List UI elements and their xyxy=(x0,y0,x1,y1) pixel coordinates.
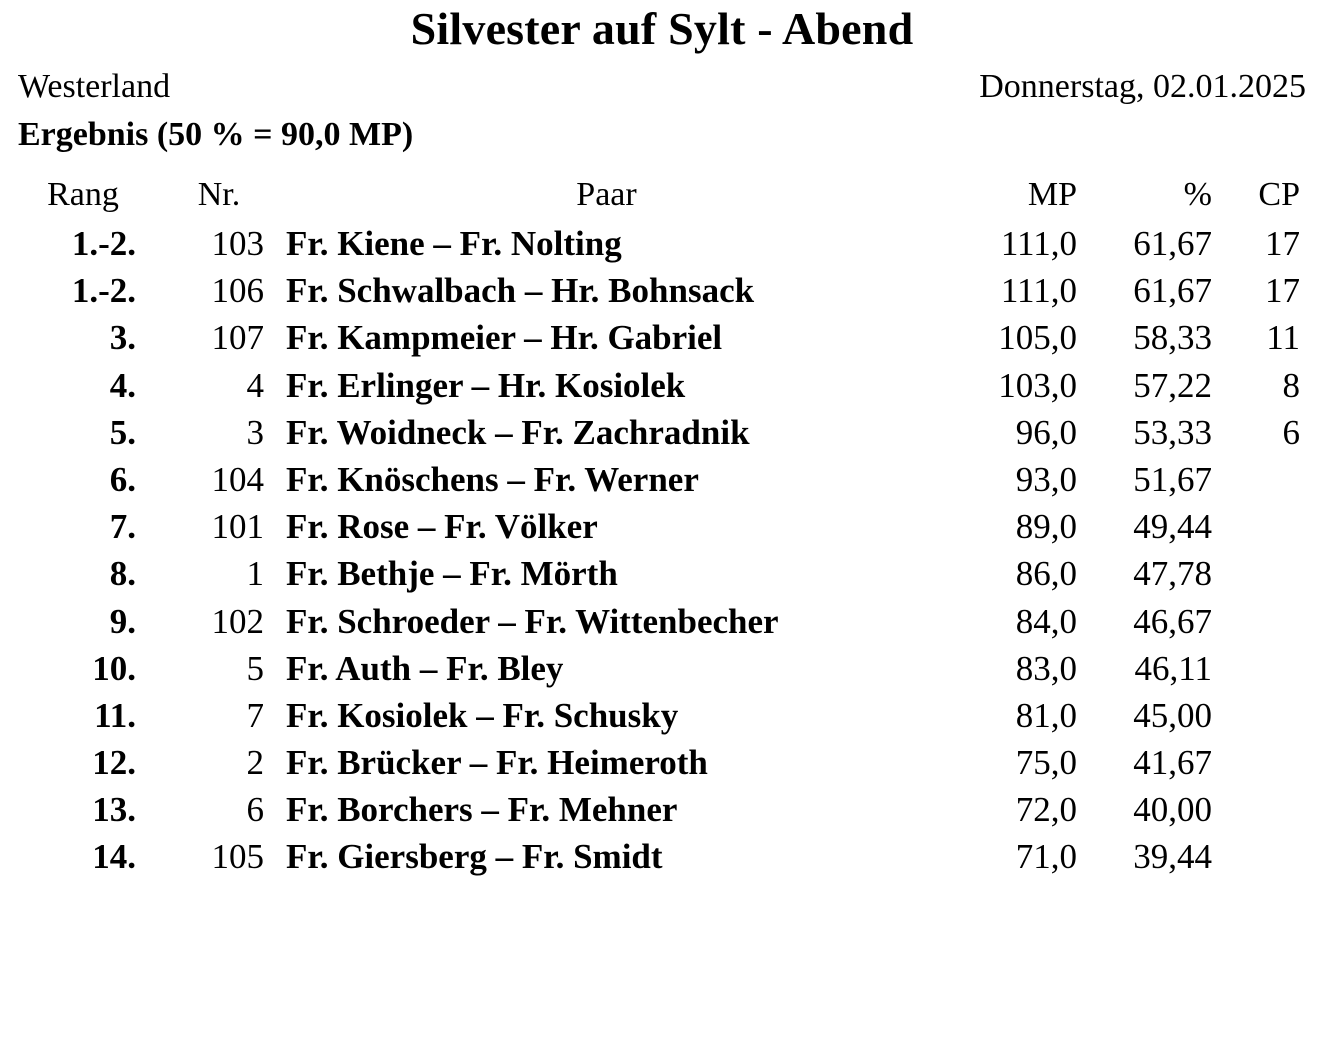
cell-pair: Fr. Giersberg – Fr. Smidt xyxy=(286,837,663,877)
column-header-rank: Rang xyxy=(47,176,119,213)
cell-percent: 40,00 xyxy=(1133,790,1212,830)
cell-mp: 89,0 xyxy=(1015,507,1077,547)
column-header-number: Nr. xyxy=(197,176,241,213)
cell-percent: 45,00 xyxy=(1133,695,1212,735)
cell-pair: Fr. Brücker – Fr. Heimeroth xyxy=(286,743,708,783)
cell-rank: 1.-2. xyxy=(71,224,136,263)
table-row xyxy=(14,550,1310,597)
cell-percent: 47,78 xyxy=(1133,554,1212,594)
cell-percent: 41,67 xyxy=(1133,743,1212,783)
table-row xyxy=(14,314,1310,361)
cell-pair: Fr. Kosiolek – Fr. Schusky xyxy=(286,695,679,735)
cell-percent: 51,67 xyxy=(1133,459,1212,499)
cell-cp: 6 xyxy=(1282,412,1300,452)
cell-rank: 13. xyxy=(92,790,136,830)
cell-mp: 72,0 xyxy=(1015,790,1077,830)
cell-number: 4 xyxy=(246,365,264,405)
cell-cp xyxy=(1212,550,1310,597)
cell-rank: 11. xyxy=(94,695,136,735)
cell-percent: 61,67 xyxy=(1133,224,1212,263)
cell-cp: 8 xyxy=(1282,365,1300,405)
column-header-percent: % xyxy=(1183,176,1212,213)
cell-number: 3 xyxy=(246,412,264,452)
cell-mp: 96,0 xyxy=(1015,412,1077,452)
cell-mp: 111,0 xyxy=(1000,271,1077,311)
cell-pair: Fr. Bethje – Fr. Mörth xyxy=(286,554,618,594)
event-meta xyxy=(14,68,1310,106)
cell-rank: 14. xyxy=(92,837,136,877)
cell-percent: 46,11 xyxy=(1134,648,1212,688)
event-date: Donnerstag, 02.01.2025 xyxy=(979,68,1306,105)
cell-mp: 111,0 xyxy=(1000,224,1077,263)
cell-number: 107 xyxy=(211,318,264,358)
column-header-mp: MP xyxy=(1027,176,1077,213)
cell-rank: 8. xyxy=(109,554,136,594)
table-row xyxy=(14,692,1310,739)
cell-percent: 46,67 xyxy=(1133,601,1212,641)
cell-number: 5 xyxy=(246,648,264,688)
cell-rank: 7. xyxy=(109,507,136,547)
cell-mp: 86,0 xyxy=(1015,554,1077,594)
cell-number: 6 xyxy=(246,790,264,830)
cell-mp: 75,0 xyxy=(1015,743,1077,783)
table-row xyxy=(14,456,1310,503)
cell-number: 106 xyxy=(211,271,264,311)
table-row xyxy=(14,267,1310,314)
cell-mp: 83,0 xyxy=(1015,648,1077,688)
cell-percent: 49,44 xyxy=(1133,507,1212,547)
cell-rank: 1.-2. xyxy=(71,271,136,311)
table-row xyxy=(14,409,1310,456)
cell-number: 104 xyxy=(211,459,264,499)
cell-pair: Fr. Rose – Fr. Völker xyxy=(286,507,598,547)
cell-rank: 10. xyxy=(92,648,136,688)
column-header-cp: CP xyxy=(1258,176,1300,213)
cell-cp xyxy=(1212,786,1310,833)
cell-cp xyxy=(1212,503,1310,550)
table-row xyxy=(14,786,1310,833)
cell-number: 101 xyxy=(211,507,264,547)
table-row xyxy=(14,598,1310,645)
table-row xyxy=(14,645,1310,692)
table-row xyxy=(14,833,1310,880)
cell-number: 7 xyxy=(246,695,264,735)
cell-number: 1 xyxy=(246,554,264,594)
cell-cp: 17 xyxy=(1265,224,1300,263)
cell-mp: 103,0 xyxy=(998,365,1077,405)
cell-cp xyxy=(1212,456,1310,503)
cell-percent: 39,44 xyxy=(1133,837,1212,877)
cell-cp xyxy=(1212,645,1310,692)
table-row xyxy=(14,503,1310,550)
results-table xyxy=(14,176,1310,881)
cell-rank: 3. xyxy=(109,318,136,358)
cell-mp: 71,0 xyxy=(1015,837,1077,877)
cell-cp xyxy=(1212,833,1310,880)
cell-percent: 57,22 xyxy=(1133,365,1212,405)
results-body xyxy=(14,220,1310,881)
page-title: Silvester auf Sylt - Abend xyxy=(410,3,914,54)
cell-rank: 12. xyxy=(92,743,136,783)
table-row xyxy=(14,739,1310,786)
cell-cp: 11 xyxy=(1266,318,1300,358)
cell-number: 102 xyxy=(211,601,264,641)
cell-pair: Fr. Woidneck – Fr. Zachradnik xyxy=(286,412,750,452)
cell-pair: Fr. Kiene – Fr. Nolting xyxy=(286,224,622,263)
table-header-row xyxy=(14,176,1310,220)
event-location: Westerland xyxy=(18,68,171,105)
cell-pair: Fr. Erlinger – Hr. Kosiolek xyxy=(286,365,686,405)
cell-mp: 93,0 xyxy=(1015,459,1077,499)
cell-cp: 17 xyxy=(1265,271,1300,311)
cell-rank: 5. xyxy=(109,412,136,452)
cell-rank: 9. xyxy=(109,601,136,641)
cell-percent: 61,67 xyxy=(1133,271,1212,311)
cell-number: 105 xyxy=(211,837,264,877)
cell-percent: 53,33 xyxy=(1133,412,1212,452)
result-subtitle: Ergebnis (50 % = 90,0 MP) xyxy=(18,116,414,153)
cell-pair: Fr. Knöschens – Fr. Werner xyxy=(286,459,699,499)
table-row xyxy=(14,220,1310,267)
cell-pair: Fr. Borchers – Fr. Mehner xyxy=(286,790,678,830)
cell-percent: 58,33 xyxy=(1133,318,1212,358)
cell-cp xyxy=(1212,739,1310,786)
cell-pair: Fr. Schwalbach – Hr. Bohnsack xyxy=(286,271,755,311)
cell-pair: Fr. Kampmeier – Hr. Gabriel xyxy=(286,318,723,358)
cell-pair: Fr. Schroeder – Fr. Wittenbecher xyxy=(286,601,779,641)
cell-mp: 81,0 xyxy=(1015,695,1077,735)
result-sheet xyxy=(0,3,1324,1044)
cell-number: 2 xyxy=(246,743,264,783)
cell-cp xyxy=(1212,692,1310,739)
cell-rank: 6. xyxy=(109,459,136,499)
cell-rank: 4. xyxy=(109,365,136,405)
cell-pair: Fr. Auth – Fr. Bley xyxy=(286,648,564,688)
cell-cp xyxy=(1212,598,1310,645)
column-header-pair: Paar xyxy=(576,176,637,213)
cell-mp: 105,0 xyxy=(998,318,1077,358)
cell-mp: 84,0 xyxy=(1015,601,1077,641)
cell-number: 103 xyxy=(211,224,264,263)
table-row xyxy=(14,362,1310,409)
